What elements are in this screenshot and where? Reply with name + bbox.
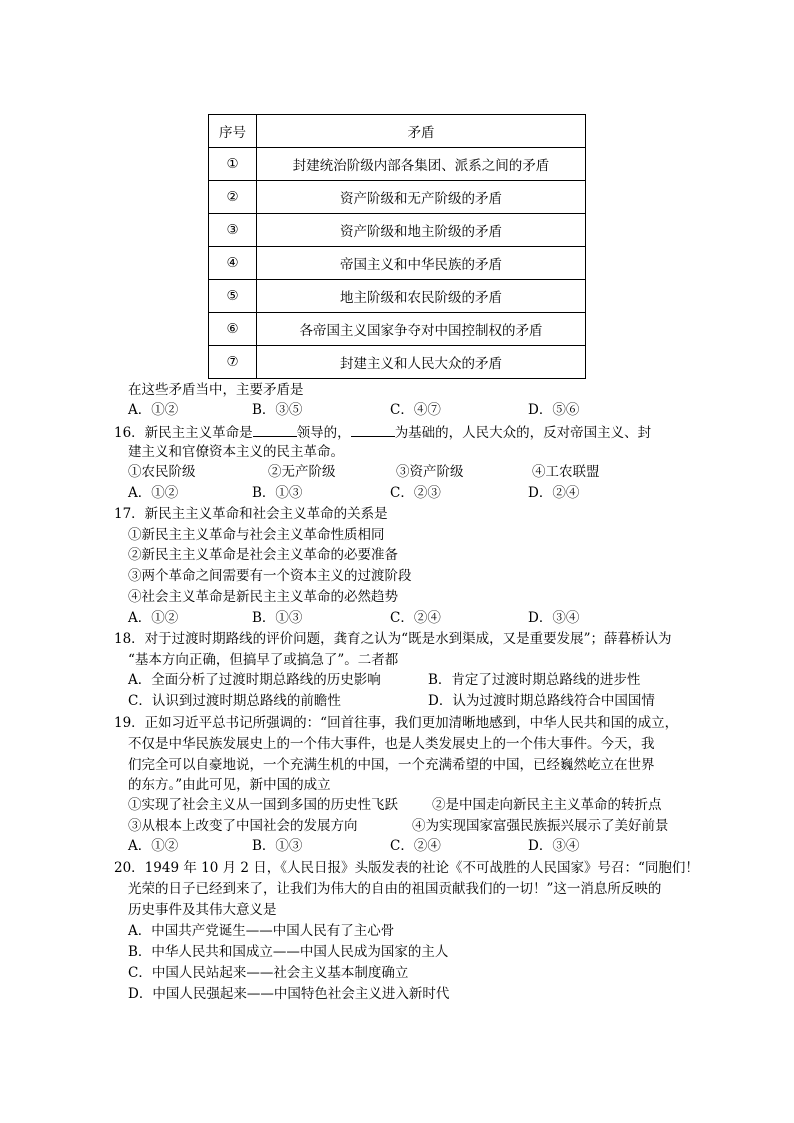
table-cell-contradiction: 资产阶级和无产阶级的矛盾 — [257, 181, 586, 214]
q16-stem-part-b: 领导的， — [296, 425, 351, 441]
q17-option-b[interactable]: B．①③ — [252, 610, 303, 626]
table-cell-index: ④ — [209, 247, 257, 280]
q18-option-d[interactable]: D．认为过渡时期总路线符合中国国情 — [428, 693, 655, 709]
q20-stem-line2: 光荣的日子已经到来了，让我们为伟大的自由的祖国贡献我们的一切！”这一消息所反映的 — [128, 881, 662, 897]
q19-option-a[interactable]: A．①② — [128, 838, 179, 854]
q20-option-a[interactable]: A．中国共产党诞生——中国人民有了主心骨 — [128, 923, 395, 939]
q16-blank-1 — [253, 422, 297, 437]
q19-stem-line4: 的东方。”由此可见，新中国的成立 — [128, 777, 331, 793]
table-cell-contradiction: 帝国主义和中华民族的矛盾 — [257, 247, 586, 280]
q16-item-4: ④工农联盟 — [532, 464, 600, 480]
q16-option-d[interactable]: D．②④ — [528, 485, 580, 501]
q20-option-d[interactable]: D．中国人民强起来——中国特色社会主义进入新时代 — [128, 986, 450, 1002]
q19-stem-line2: 不仅是中华民族发展史上的一个伟大事件，也是人类发展史上的一个伟大事件。今天，我 — [128, 736, 655, 752]
q18-option-b[interactable]: B．肯定了过渡时期总路线的进步性 — [428, 672, 641, 688]
q16-option-b[interactable]: B．①③ — [252, 485, 303, 501]
q15-option-d[interactable]: D．⑤⑥ — [528, 402, 580, 418]
table-header-contradiction: 矛盾 — [257, 115, 586, 148]
q16-stem-line2: 建主义和官僚资本主义的民主革命。 — [128, 444, 344, 460]
table-cell-contradiction: 封建主义和人民大众的矛盾 — [257, 346, 586, 379]
table-cell-index: ⑦ — [209, 346, 257, 379]
q19-option-c[interactable]: C．②④ — [390, 838, 441, 854]
table-cell-contradiction: 封建统治阶级内部各集团、派系之间的矛盾 — [257, 148, 586, 181]
q17-item-1: ①新民主主义革命与社会主义革命性质相同 — [128, 527, 385, 543]
q19-option-d[interactable]: D．③④ — [528, 838, 580, 854]
q17-option-a[interactable]: A．①② — [128, 610, 179, 626]
table-cell-index: ② — [209, 181, 257, 214]
q17-item-4: ④社会主义革命是新民主主义革命的必然趋势 — [128, 589, 398, 605]
q20-stem-line3: 历史事件及其伟大意义是 — [128, 902, 277, 918]
q16-option-c[interactable]: C．②③ — [390, 485, 441, 501]
q19-option-b[interactable]: B．①③ — [252, 838, 303, 854]
table-cell-contradiction: 各帝国主义国家争夺对中国控制权的矛盾 — [257, 313, 586, 346]
q16-stem-line1 — [114, 422, 651, 442]
q19-item-4: ④为实现国家富强民族振兴展示了美好前景 — [412, 818, 669, 834]
table-cell-index: ⑤ — [209, 280, 257, 313]
table-header-row — [209, 115, 586, 148]
table-row — [209, 313, 586, 346]
q19-item-1: ①实现了社会主义从一国到多国的历史性飞跃 — [128, 797, 398, 813]
q18-option-a[interactable]: A．全面分析了过渡时期总路线的历史影响 — [128, 672, 381, 688]
table-header-index: 序号 — [209, 115, 257, 148]
q20-option-b[interactable]: B．中华人民共和国成立——中国人民成为国家的主人 — [128, 944, 449, 960]
table-row — [209, 214, 586, 247]
table-row — [209, 346, 586, 379]
q19-stem-line1: 19．正如习近平总书记所强调的：“回首往事，我们更加清晰地感到，中华人民共和国的成立， — [114, 715, 679, 731]
q19-stem-line3: 们完全可以自豪地说，一个充满生机的中国，一个充满希望的中国，已经巍然屹立在世界 — [128, 757, 655, 773]
table-cell-index: ③ — [209, 214, 257, 247]
q16-item-2: ②无产阶级 — [268, 464, 336, 480]
q17-option-c[interactable]: C．②④ — [390, 610, 441, 626]
q16-option-a[interactable]: A．①② — [128, 485, 179, 501]
q20-stem-line1: 20．1949 年 10 月 2 日，《人民日报》头版发表的社论《不可战胜的人民国家》号召：“同胞们！ — [114, 860, 699, 876]
table-cell-contradiction: 资产阶级和地主阶级的矛盾 — [257, 214, 586, 247]
q16-item-1: ①农民阶级 — [128, 464, 196, 480]
q16-stem-part-c: 为基础的，人民大众的，反对帝国主义、封 — [394, 425, 652, 441]
table-cell-index: ⑥ — [209, 313, 257, 346]
q20-option-c[interactable]: C．中国人民站起来——社会主义基本制度确立 — [128, 965, 409, 981]
q17-option-d[interactable]: D．③④ — [528, 610, 580, 626]
q16-blank-2 — [351, 422, 395, 437]
q18-option-c[interactable]: C．认识到过渡时期总路线的前瞻性 — [128, 693, 341, 709]
q16-stem-part-a: 16．新民主主义革命是 — [114, 425, 253, 441]
q18-stem-line2: “基本方向正确，但搞早了或搞急了”。二者都 — [128, 652, 399, 668]
table-row — [209, 148, 586, 181]
q15-option-a[interactable]: A．①② — [128, 402, 179, 418]
q17-stem: 17．新民主主义革命和社会主义革命的关系是 — [114, 506, 388, 522]
q15-option-b[interactable]: B．③⑤ — [252, 402, 303, 418]
table-cell-contradiction: 地主阶级和农民阶级的矛盾 — [257, 280, 586, 313]
table-row — [209, 247, 586, 280]
q16-item-3: ③资产阶级 — [396, 464, 464, 480]
q19-item-3: ③从根本上改变了中国社会的发展方向 — [128, 818, 358, 834]
q17-item-2: ②新民主主义革命是社会主义革命的必要准备 — [128, 547, 398, 563]
q15-option-c[interactable]: C．④⑦ — [390, 402, 441, 418]
q19-item-2: ②是中国走向新民主主义革命的转折点 — [432, 797, 662, 813]
table-row — [209, 280, 586, 313]
q18-stem-line1: 18．对于过渡时期路线的评价问题，龚育之认为“既是水到渠成，又是重要发展”；薛暮桥认为 — [114, 631, 672, 647]
contradiction-table — [208, 114, 586, 379]
q15-stem: 在这些矛盾当中，主要矛盾是 — [128, 382, 304, 398]
table-cell-index: ① — [209, 148, 257, 181]
q17-item-3: ③两个革命之间需要有一个资本主义的过渡阶段 — [128, 568, 412, 584]
table-row — [209, 181, 586, 214]
